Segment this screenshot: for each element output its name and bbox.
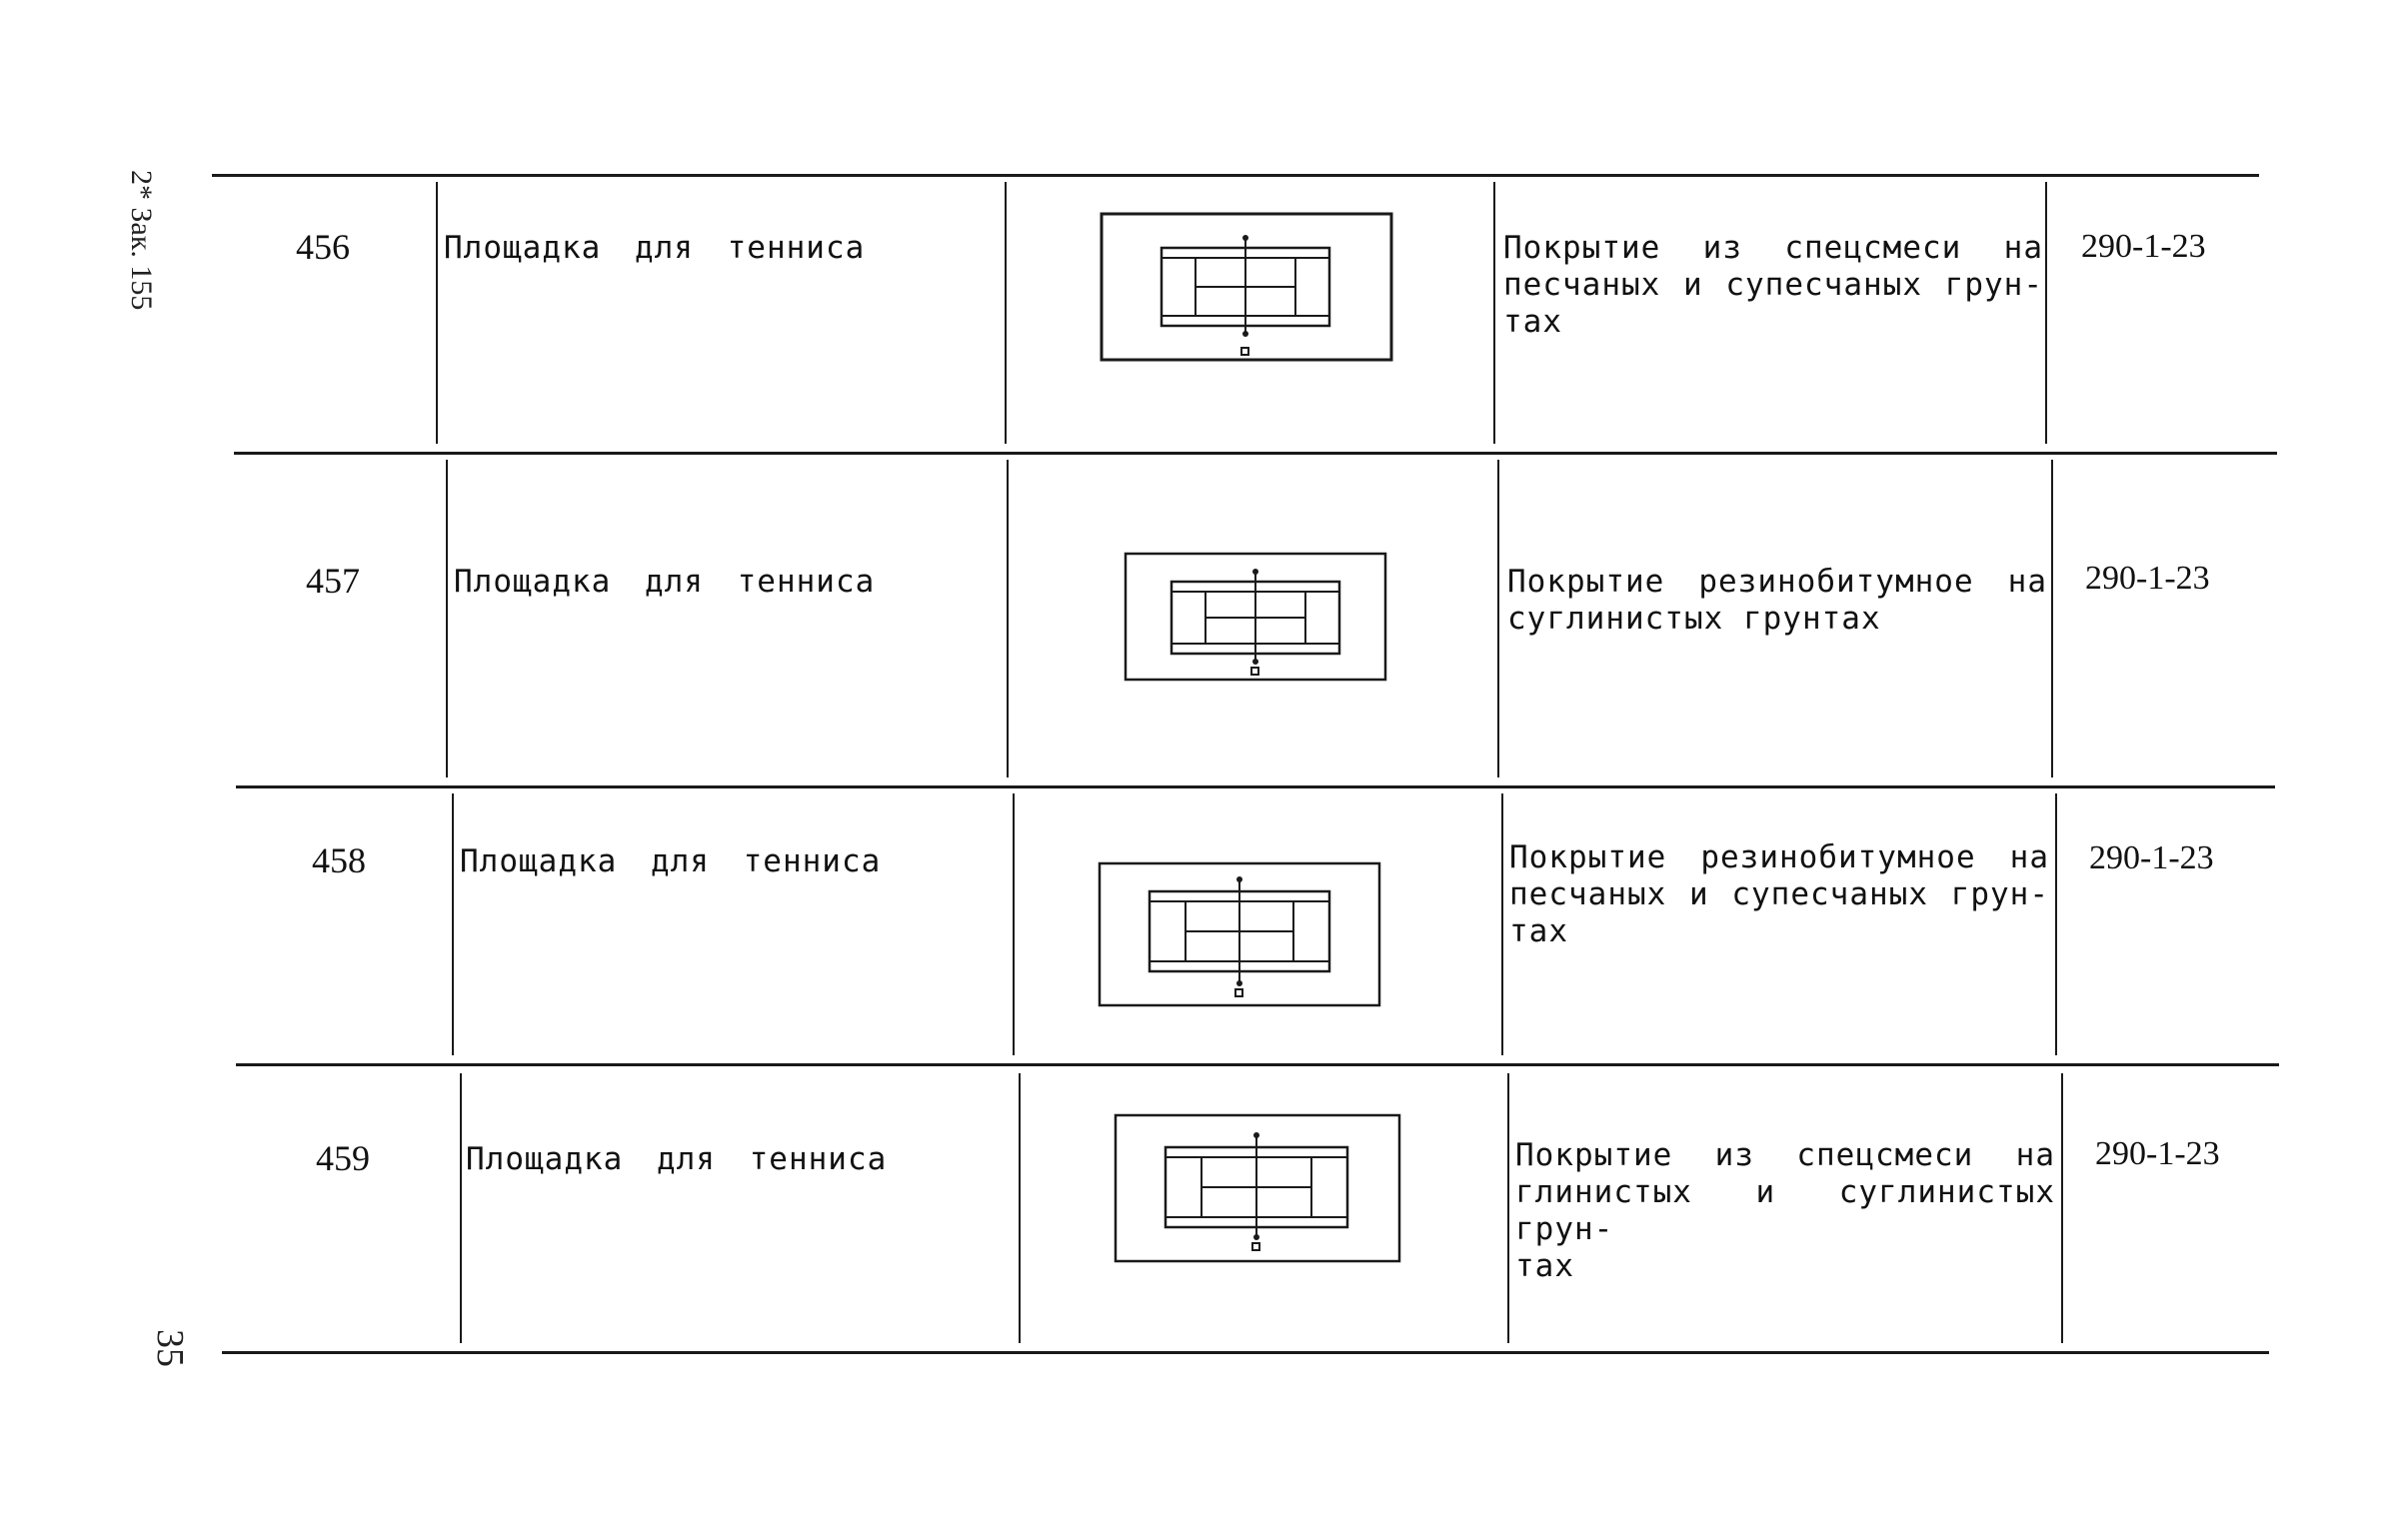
project-reference: 290-1-23 — [2085, 560, 2210, 597]
table-rule-top — [212, 174, 2259, 177]
column-divider — [1005, 182, 1007, 444]
column-divider — [1007, 460, 1009, 777]
row-number: 457 — [306, 561, 360, 601]
row-number: 458 — [312, 840, 366, 880]
tennis-court-plan-icon — [1114, 1113, 1403, 1265]
column-divider — [452, 793, 454, 1055]
tennis-court-plan-icon — [1100, 212, 1395, 364]
description — [1507, 564, 2047, 638]
table-rule — [236, 785, 2275, 788]
project-reference: 290-1-23 — [2095, 1135, 2220, 1172]
row-number: 459 — [316, 1138, 370, 1178]
description-line: суглинистых грунтах — [1507, 601, 1881, 637]
description-line: глинистых и суглинистых грун- — [1515, 1174, 2055, 1247]
column-divider — [436, 182, 438, 444]
description-line: тах — [1503, 304, 1562, 340]
object-name: Площадка для тенниса — [460, 843, 882, 879]
description-line: песчаных и супесчаных грун- — [1509, 876, 2049, 912]
description-line: Покрытие из спецсмеси на — [1503, 230, 2043, 266]
object-name: Площадка для тенниса — [454, 564, 876, 600]
table-rule — [236, 1063, 2279, 1066]
object-name: Площадка для тенниса — [444, 230, 866, 266]
description-line: Покрытие из спецсмеси на — [1515, 1137, 2055, 1173]
description — [1503, 230, 2043, 341]
column-divider — [1507, 1073, 1509, 1343]
row-number: 456 — [296, 227, 350, 267]
column-divider — [1501, 793, 1503, 1055]
column-divider — [460, 1073, 462, 1343]
column-divider — [2055, 793, 2057, 1055]
description-line: тах — [1515, 1248, 1574, 1284]
column-divider — [2045, 182, 2047, 444]
column-divider — [2061, 1073, 2063, 1343]
table-rule-bottom — [222, 1351, 2269, 1354]
tennis-court-plan-icon — [1098, 861, 1383, 1009]
project-reference: 290-1-23 — [2081, 228, 2206, 265]
description-line: Покрытие резинобитумное на — [1509, 839, 2049, 875]
description — [1509, 839, 2049, 950]
tennis-court-plan-icon — [1124, 552, 1389, 684]
object-name: Площадка для тенниса — [466, 1141, 888, 1177]
column-divider — [1493, 182, 1495, 444]
column-divider — [1497, 460, 1499, 777]
table-rule — [234, 452, 2277, 455]
order-note: 2* Зак. 155 — [125, 170, 158, 311]
description — [1515, 1137, 2055, 1285]
description-line: песчаных и супесчаных грун- — [1503, 267, 2043, 303]
column-divider — [446, 460, 448, 777]
description-line: Покрытие резинобитумное на — [1507, 564, 2047, 600]
page-number: 35 — [149, 1329, 191, 1367]
project-reference: 290-1-23 — [2089, 839, 2214, 876]
column-divider — [1013, 793, 1015, 1055]
column-divider — [1019, 1073, 1021, 1343]
description-line: тах — [1509, 913, 1568, 949]
column-divider — [2051, 460, 2053, 777]
